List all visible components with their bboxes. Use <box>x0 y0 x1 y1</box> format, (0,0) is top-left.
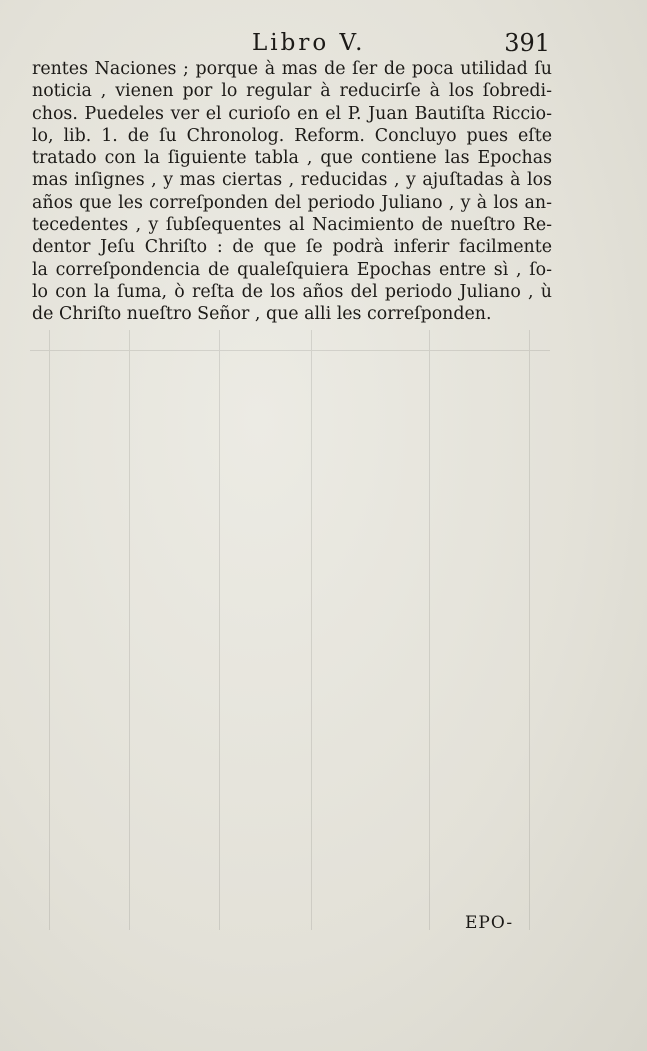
page-number: 391 <box>504 29 550 57</box>
text-line: lo, lib. 1. de ſu Chronolog. Reform. Concluyo pues eſte <box>32 125 552 146</box>
text-line: mas inſignes , y mas ciertas , reducidas , y ajuſtadas à los <box>32 170 552 191</box>
catchword: EPO- <box>465 913 514 933</box>
body-paragraph <box>32 58 552 326</box>
text-line: tecedentes , y ſubſequentes al Nacimiento de nueſtro Re- <box>32 215 552 236</box>
text-line: tratado con la ſiguiente tabla , que contiene las Epochas <box>32 148 552 169</box>
text-line: rentes Naciones ; porque à mas de ſer de poca utilidad ſu <box>32 59 552 79</box>
text-line: noticia , vienen por lo regular à reducirſe à los ſobredi- <box>32 81 552 102</box>
text-line: la correſpondencia de qualeſquiera Epochas entre sì , ſo- <box>32 259 552 280</box>
text-line: chos. Puedeles ver el curioſo en el P. Juan Bautiſta Riccio- <box>32 103 552 124</box>
text-line: de Chriſto nueſtro Señor , que alli les correſponden. <box>32 304 492 325</box>
text-line: lo con la ſuma, ò reſta de los años del periodo Juliano , ù <box>32 281 552 302</box>
running-title: Libro V. <box>252 30 366 56</box>
text-line: años que les correſponden del periodo Juliano , y à los an- <box>32 192 552 213</box>
text-line: dentor Jeſu Chriſto : de que ſe podrà inferir facilmente <box>32 237 552 258</box>
bleed-through-table <box>30 330 550 950</box>
